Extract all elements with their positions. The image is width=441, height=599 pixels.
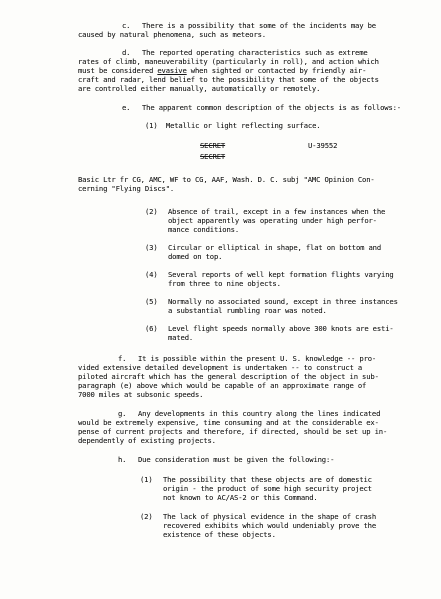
para-f-line2: vided extensive detailed development is undertaken -- to construct a (78, 363, 363, 372)
para-h-item-2-line1: The lack of physical evidence in the shape of crash (163, 512, 377, 521)
para-e-label: e. (122, 103, 131, 112)
para-d-line3-post: when sighted or contacted by friendly air- (186, 66, 367, 75)
item-4-line1: Several reports of well kept formation flights varying (168, 270, 394, 279)
item-6-line2: mated. (168, 333, 194, 342)
item-5-line1: Normally no associated sound, except in three instances (168, 297, 398, 306)
secret-stamp-top: SECRET (200, 141, 226, 150)
item-6-line1: Level flight speeds normally above 300 knots are esti- (168, 324, 394, 333)
para-f-label: f. (118, 354, 127, 363)
para-f-line5: 7000 miles at subsonic speeds. (78, 390, 204, 399)
para-f-line4: paragraph (e) above which would be capable of an approximate range of (78, 381, 367, 390)
item-6-num: (6) (145, 324, 158, 333)
item-3-line1: Circular or elliptical in shape, flat on bottom and (168, 243, 382, 252)
para-g-label: g. (118, 409, 127, 418)
letter-header-line2: cerning "Flying Discs". (78, 184, 175, 193)
para-e-line1: The apparent common description of the objects is as follows:- (142, 103, 401, 112)
control-number: U-39552 (308, 141, 338, 150)
para-h-item-1-line1: The possibility that these objects are of domestic (163, 475, 372, 484)
para-c-line2: caused by natural phenomena, such as meteors. (78, 30, 266, 39)
item-3-line2: domed on top. (168, 252, 223, 261)
para-c-label: c. (122, 21, 131, 30)
letter-header-line1: Basic Ltr fr CG, AMC, WF to CG, AAF, Wash. D. C. subj "AMC Opinion Con- (78, 175, 375, 184)
item-2-line3: mance conditions. (168, 225, 240, 234)
para-h-item-1-line2: origin - the product of some high security project (163, 484, 372, 493)
para-d-line2: rates of climb, maneuverability (particularly in roll), and action which (78, 57, 379, 66)
para-g-line2: would be extremely expensive, time consuming and at the considerable ex- (78, 418, 379, 427)
item-2-num: (2) (145, 207, 158, 216)
para-d-evasive: evasive (157, 66, 187, 75)
para-h-label: h. (118, 455, 127, 464)
para-e-item1: (1) Metallic or light reflecting surface. (145, 121, 321, 130)
para-h-item-2-line3: existence of these objects. (163, 530, 276, 539)
para-f-line1: It is possible within the present U. S. knowledge -- pro- (138, 354, 377, 363)
para-d-label: d. (122, 48, 131, 57)
para-h-item-2-line2: recovered exhibits which would undeniably prove the (163, 521, 377, 530)
para-h-item-1-num: (1) (140, 475, 153, 484)
para-h-item-2-num: (2) (140, 512, 153, 521)
item-5-line2: a substantial rumbling roar was noted. (168, 306, 327, 315)
item-5-num: (5) (145, 297, 158, 306)
para-h-item-1-line3: not known to AC/AS-2 or this Command. (163, 493, 318, 502)
para-h-line1: Due consideration must be given the following:- (138, 455, 335, 464)
para-d-line1: The reported operating characteristics such as extreme (142, 48, 368, 57)
para-f-line3: piloted aircraft which has the general description of the object in sub- (78, 372, 379, 381)
item-3-num: (3) (145, 243, 158, 252)
para-g-line3: pense of current projects and therefore, if directed, should be set up in- (78, 427, 388, 436)
para-d-line5: are controlled either manually, automatically or remotely. (78, 84, 321, 93)
item-2-line2: object apparently was operating under high perfor- (168, 216, 377, 225)
para-d-line4: craft and radar, lend belief to the possibility that some of the objects (78, 75, 379, 84)
para-g-line4: dependently of existing projects. (78, 436, 216, 445)
item-2-line1: Absence of trail, except in a few instances when the (168, 207, 386, 216)
secret-stamp-bottom: SECRET (200, 152, 226, 161)
para-g-line1: Any developments in this country along the lines indicated (138, 409, 381, 418)
para-d-line3-pre: must be considered (78, 66, 158, 75)
item-4-num: (4) (145, 270, 158, 279)
para-c-line1: There is a possibility that some of the incidents may be (142, 21, 376, 30)
item-4-line2: from three to nine objects. (168, 279, 281, 288)
